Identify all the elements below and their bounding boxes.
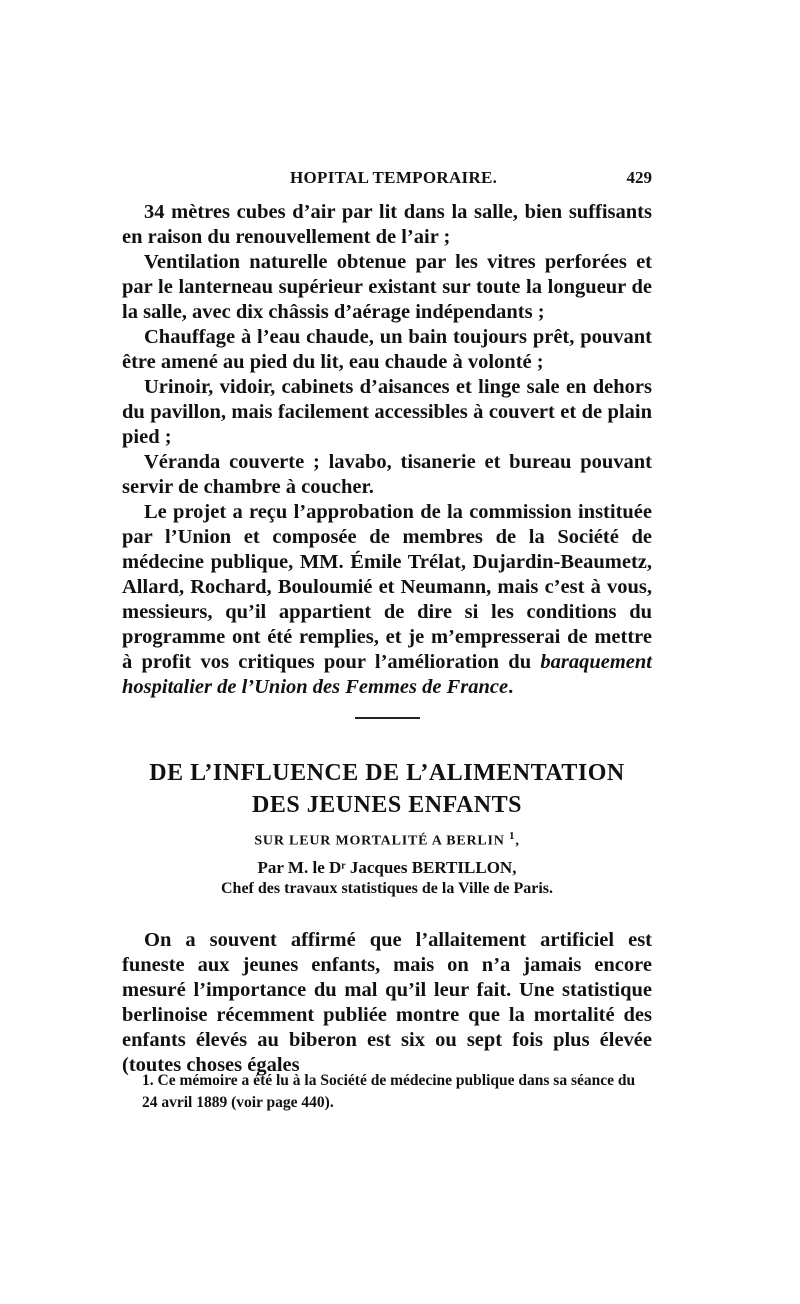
paragraph-text: Le projet a reçu l’approbation de la commission instituée par l’Union et composée de membres de la Société de médecine publique, MM. Émile Trélat, Dujardin-Beaumetz, Allard, Rochard, Bouloumié et Neumann, mais c’est à vous, messieurs, qu’il appartient de dire si les conditions du programme ont été remplies, et je m’empresserai de mettre à profit vos critiques pour l’amélioration du xyxy=(122,501,652,673)
running-head-title: HOPITAL TEMPORAIRE. xyxy=(290,168,498,187)
paragraph: Chauffage à l’eau chaude, un bain toujours prêt, pouvant être amené au pied du lit, eau chaude à volonté ; xyxy=(122,326,652,373)
subtitle-end: , xyxy=(515,833,520,849)
paragraph: 34 mètres cubes d’air par lit dans la salle, bien suffisants en raison du renouvellement de l’air ; xyxy=(122,201,652,248)
article-subtitle xyxy=(122,830,652,850)
paragraph: Ventilation naturelle obtenue par les vitres perforées et par le lanterneau supérieur existant sur toute la longueur de la salle, avec dix châssis d’aérage indépendants ; xyxy=(122,251,652,323)
section-body xyxy=(122,200,652,700)
article-body xyxy=(122,928,652,1078)
subtitle-text: SUR LEUR MORTALITÉ A BERLIN xyxy=(254,833,505,849)
article-author: Par M. le Dʳ Jacques BERTILLON, xyxy=(257,858,517,877)
article-title-line2: DES JEUNES ENFANTS xyxy=(252,792,522,818)
article-title-line1: DE L’INFLUENCE DE L’ALIMENTATION xyxy=(149,760,625,786)
section-divider xyxy=(355,717,420,719)
italic-phrase: baraquement hospitalier de l’Union des Femmes de France xyxy=(122,651,652,698)
paragraph-conclusion xyxy=(122,500,652,700)
paragraph: On a souvent affirmé que l’allaitement artificiel est funeste aux jeunes enfants, mais on n’a jamais encore mesuré l’importance du mal qu’il leur fait. Une statistique berlinoise récemment publiée montre que la mortalité des enfants élevés au biberon est six ou sept fois plus élevée (toutes choses égales xyxy=(122,929,652,1076)
article-affiliation: Chef des travaux statistiques de la Ville de Paris. xyxy=(221,880,553,897)
running-head xyxy=(122,168,652,192)
paragraph: Véranda couverte ; lavabo, tisanerie et bureau pouvant servir de chambre à coucher. xyxy=(122,451,652,498)
paragraph-end: . xyxy=(508,676,514,698)
paragraph: Urinoir, vidoir, cabinets d’aisances et linge sale en dehors du pavillon, mais facilement accessibles à couvert et de plain pied ; xyxy=(122,376,652,448)
footnote-marker: 1 xyxy=(509,830,516,842)
footnote: 1. Ce mémoire a été lu à la Société de médecine publique dans sa séance du 24 avril 1889 (voir page 440). xyxy=(142,1072,636,1111)
page-number: 429 xyxy=(626,168,652,187)
